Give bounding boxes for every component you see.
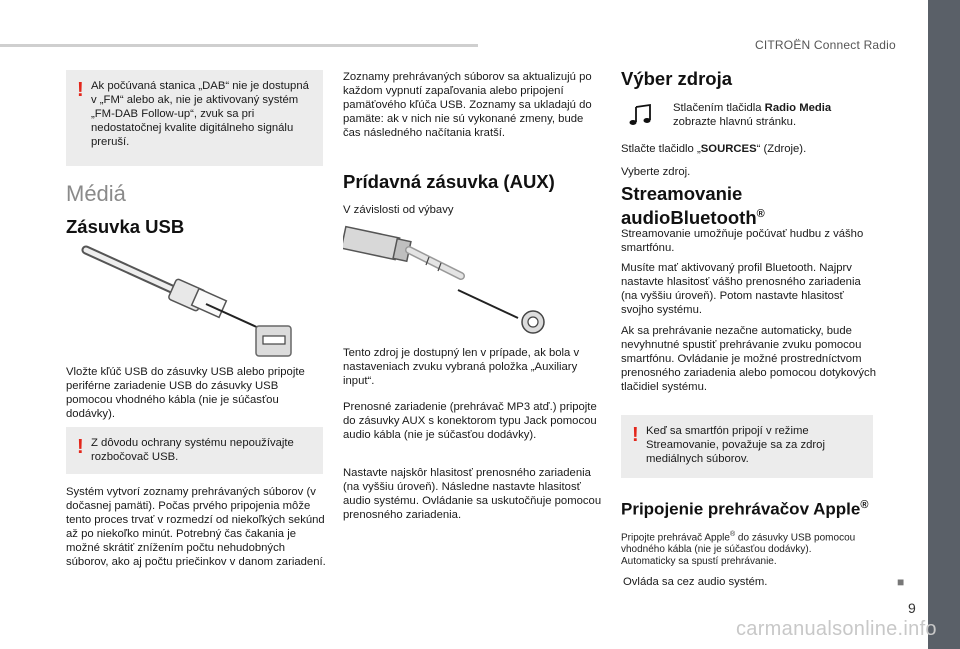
lists-text: Systém vytvorí zoznamy prehrávaných súborov (v dočasnej pamäti). Počas prvého pripojenia môže tento proces trvať v rozmedzí od niekoľkých sekúnd až po niekoľko minút. Potrebný čas čakania je možné skrátiť znížením počtu nehudobných súborov, ako aj počtu priečinkov v danom zariadení. — [66, 486, 326, 568]
aux-text-2: Prenosné zariadenie (prehrávač MP3 atď.) pripojte do zásuvky AUX s konektorom typu Jack pomocou audio kábla (nie je súčasťou dodávky). — [343, 401, 597, 441]
aux-title: Prídavná zásuvka (AUX) — [343, 171, 555, 192]
usb-plug-icon — [86, 250, 226, 317]
page-number: 9 — [908, 600, 916, 616]
lists-update-text: Zoznamy prehrávaných súborov sa aktualizujú po každom vypnutí zapaľovania alebo pripojení pamäťového kľúča USB. Zoznamy sa ukladajú do pamäte: ak v nich nie sú vykonané zmeny, bude čas následného načítania kratší. — [343, 71, 592, 139]
radio-media-label: Radio Media — [764, 102, 832, 114]
apple-note-a: Pripojte prehrávač Apple — [621, 532, 730, 544]
apple-note-b: do zásuvky USB pomocou vhodného kábla (nie je súčasťou dodávky). Automaticky sa spustí prehrávanie. — [621, 532, 856, 568]
aux-text-3: Nastavte najskôr hlasitosť prenosného zariadenia (na vyššiu úroveň). Následne nastavte hlasitosť audio systému. Ovládanie sa uskutočňuje pomocou prenosného zariadenia. — [343, 467, 602, 521]
aux-port-icon — [522, 311, 544, 333]
source-text-1c: zobrazte hlavnú stránku. — [673, 116, 797, 128]
watermark: carmanualsonline.info — [736, 618, 937, 640]
aux-text-1: Tento zdroj je dostupný len v prípade, ak bola v nastaveniach zvuku vybraná položka „Auxiliary input“. — [343, 347, 580, 387]
header-brand: CITROËN Connect Radio — [755, 38, 896, 52]
warning-text: Z dôvodu ochrany systému nepoužívajte rozbočovač USB. — [91, 437, 294, 463]
apple-title — [621, 495, 868, 520]
source-text-1 — [673, 101, 873, 129]
warning-icon: ! — [77, 79, 84, 101]
bt-title — [621, 183, 765, 228]
usb-port-icon — [256, 326, 291, 356]
bt-title-sup: ® — [756, 208, 765, 220]
warning-box-streaming — [621, 415, 873, 478]
apple-text: Ovláda sa cez audio systém. — [623, 576, 768, 588]
bt-title-line1: Streamovanie — [621, 183, 743, 204]
jack-plug-icon — [343, 227, 461, 276]
source-title: Výber zdroja — [621, 68, 733, 89]
apple-title-text: Pripojenie prehrávačov Apple — [621, 499, 861, 519]
apple-note — [621, 529, 861, 568]
bt-title-line2: audioBluetooth — [621, 207, 757, 229]
source-text-2c: “ (Zdroje). — [756, 143, 807, 155]
warning-text: Ak počúvaná stanica „DAB“ nie je dostupná v „FM“ alebo ak, nie je aktivovaný systém „FM-DAB Follow-up“, zvuk sa pri nedostatočnej kvalite digitálneho signálu preruší. — [91, 80, 309, 148]
apple-title-sup: ® — [860, 499, 869, 511]
warning-box-dab — [66, 70, 323, 166]
bt-text-1: Streamovanie umožňuje počúvať hudbu z vášho smartfónu. — [621, 228, 864, 254]
sources-label: SOURCES — [700, 143, 757, 155]
section-title: Médiá — [66, 181, 126, 206]
usb-title: Zásuvka USB — [66, 216, 185, 237]
aux-illustration — [343, 222, 605, 340]
usb-illustration — [66, 244, 323, 359]
aux-intro: V závislosti od výbavy — [343, 204, 454, 216]
apple-note-sup: ® — [729, 531, 736, 538]
source-text-1a: Stlačením tlačidla — [673, 102, 765, 114]
source-text-2 — [621, 142, 881, 156]
warning-box-hub — [66, 427, 323, 474]
usb-text: Vložte kľúč USB do zásuvky USB alebo pripojte periférne zariadenie USB do zásuvky USB pomocou vhodného kábla (nie je súčasťou dodávky). — [66, 366, 305, 420]
source-text-2a: Stlačte tlačidlo „ — [621, 143, 701, 155]
bt-text-3: Ak sa prehrávanie nezačne automaticky, bude nevyhnutné spustiť prehrávanie zvuku pomocou smartfónu. Ovládanie je možné prostredníctvom prenosného zariadenia alebo pomocou dotykových tlačidiel systému. — [621, 325, 876, 393]
top-rule — [0, 44, 478, 47]
music-note-icon — [628, 103, 654, 127]
side-mark: ■ — [897, 575, 905, 589]
warning-icon: ! — [632, 424, 639, 446]
side-bar — [928, 0, 960, 649]
source-text-3: Vyberte zdroj. — [621, 166, 691, 178]
warning-text: Keď sa smartfón pripojí v režime Streamovanie, považuje sa za zdroj mediálnych súborov. — [646, 425, 825, 465]
warning-icon: ! — [77, 436, 84, 458]
bt-text-2: Musíte mať aktivovaný profil Bluetooth. Najprv nastavte hlasitosť vášho prenosného zariadenia (na vyššiu úroveň). Potom nastavte hlasitosť svojho systému. — [621, 262, 861, 316]
